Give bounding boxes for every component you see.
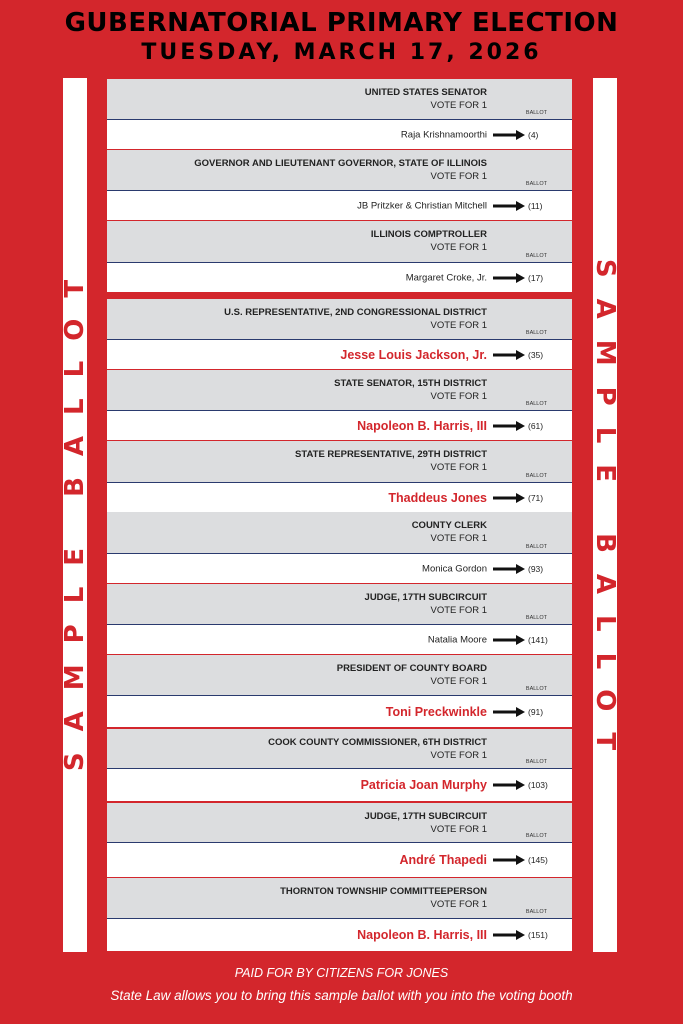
office-name: U.S. REPRESENTATIVE, 2ND CONGRESSIONAL DISTRICT [224,307,487,318]
vote-for-label: VOTE FOR 1 [430,533,487,544]
ballot-number: (103) [528,780,548,790]
arrow-right-icon [493,855,525,865]
office-header [107,299,572,340]
candidate-name: Napoleon B. Harris, III [357,928,487,942]
ballot-tag: BALLOT [525,330,547,336]
candidate-row [107,843,572,877]
ballot-number: (141) [528,634,548,645]
office-header [107,150,572,191]
ballot-tag: BALLOT [525,401,547,407]
candidate-row [107,263,572,292]
arrow-right-icon [493,707,525,717]
ballot-panel [107,79,572,951]
candidate-name: JB Pritzker & Christian Mitchell [357,200,487,211]
ballot-tag: BALLOT [525,544,547,550]
candidate-name: Natalia Moore [427,634,487,645]
office-name: UNITED STATES SENATOR [364,87,487,98]
office-header [107,441,572,483]
vote-for-label: VOTE FOR 1 [430,605,487,616]
candidate-row [107,919,572,951]
vote-for-label: VOTE FOR 1 [430,899,487,910]
office-header [107,370,572,411]
candidate-row [107,625,572,654]
vote-for-label: VOTE FOR 1 [430,242,487,253]
ballot-tag: BALLOT [525,110,547,116]
vote-for-label: VOTE FOR 1 [430,750,487,761]
office-header [107,584,572,625]
candidate-row [107,120,572,149]
vote-for-label: VOTE FOR 1 [430,391,487,402]
arrow-right-icon [493,421,525,431]
candidate-row [107,483,572,512]
ballot-number: (151) [528,930,548,940]
sample-ballot-label-left: SAMPLE BALLOT [60,258,90,772]
sample-ballot-label-right: SAMPLE BALLOT [590,258,620,772]
arrow-right-icon [493,201,525,211]
election-title: GUBERNATORIAL PRIMARY ELECTION [64,8,619,38]
ballot-tag: BALLOT [525,759,547,765]
office-header [107,221,572,263]
arrow-right-icon [493,350,525,360]
office-name: THORNTON TOWNSHIP COMMITTEEPERSON [280,886,487,897]
ballot-number: (35) [528,349,544,360]
ballot-number: (11) [528,200,543,211]
office-name: PRESIDENT OF COUNTY BOARD [336,663,487,674]
vote-for-label: VOTE FOR 1 [430,171,487,182]
voting-booth-notice: State Law allows you to bring this sample ballot with you into the voting booth [110,988,573,1003]
office-header [107,655,572,696]
vote-for-label: VOTE FOR 1 [430,462,487,473]
candidate-name: Monica Gordon [422,563,487,574]
office-header [107,803,572,843]
candidate-name: Margaret Croke, Jr. [405,272,487,283]
paid-for-notice: PAID FOR BY CITIZENS FOR JONES [234,966,449,980]
arrow-right-icon [493,780,525,790]
ballot-number: (71) [528,492,544,503]
ballot-tag: BALLOT [525,181,547,187]
office-header [107,729,572,769]
candidate-name: Toni Preckwinkle [385,704,487,719]
ballot-number: (17) [528,272,544,283]
ballot-tag: BALLOT [525,833,547,839]
candidate-name: Jesse Louis Jackson, Jr. [340,347,487,362]
ballot-number: (61) [528,420,544,431]
candidate-row [107,191,572,220]
office-name: GOVERNOR AND LIEUTENANT GOVERNOR, STATE OF ILLINOIS [194,158,487,169]
ballot-number: (93) [528,563,544,574]
candidate-row [107,769,572,801]
ballot-number: (4) [528,129,539,140]
ballot-tag: BALLOT [525,909,547,915]
candidate-row [107,554,572,583]
vote-for-label: VOTE FOR 1 [430,100,487,111]
candidate-row [107,696,572,727]
ballot-tag: BALLOT [525,473,547,479]
office-name: JUDGE, 17TH SUBCIRCUIT [364,811,487,822]
arrow-right-icon [493,635,525,645]
office-header [107,878,572,919]
arrow-right-icon [493,564,525,574]
office-header [107,512,572,554]
election-date: TUESDAY, MARCH 17, 2026 [141,40,542,65]
ballot-tag: BALLOT [525,615,547,621]
office-name: JUDGE, 17TH SUBCIRCUIT [364,592,487,603]
arrow-right-icon [493,930,525,940]
office-name: ILLINOIS COMPTROLLER [370,229,487,240]
office-header [107,79,572,120]
candidate-name: Patricia Joan Murphy [360,778,487,792]
ballot-number: (145) [528,855,548,865]
office-name: COUNTY CLERK [411,520,487,531]
arrow-right-icon [493,273,525,283]
vote-for-label: VOTE FOR 1 [430,676,487,687]
candidate-name: André Thapedi [399,853,487,867]
arrow-right-icon [493,493,525,503]
sample-ballot-strip-right [590,78,620,952]
office-name: COOK COUNTY COMMISSIONER, 6TH DISTRICT [268,737,487,748]
candidate-row [107,340,572,369]
office-name: STATE REPRESENTATIVE, 29TH DISTRICT [295,449,487,460]
office-name: STATE SENATOR, 15TH DISTRICT [334,378,487,389]
ballot-tag: BALLOT [525,686,547,692]
candidate-name: Raja Krishnamoorthi [400,129,487,140]
ballot-number: (91) [528,706,544,717]
vote-for-label: VOTE FOR 1 [430,824,487,835]
arrow-right-icon [493,130,525,140]
candidate-name: Napoleon B. Harris, III [357,418,487,433]
candidate-row [107,411,572,440]
sample-ballot-strip-left [60,78,90,952]
ballot-tag: BALLOT [525,253,547,259]
vote-for-label: VOTE FOR 1 [430,320,487,331]
candidate-name: Thaddeus Jones [388,490,487,505]
